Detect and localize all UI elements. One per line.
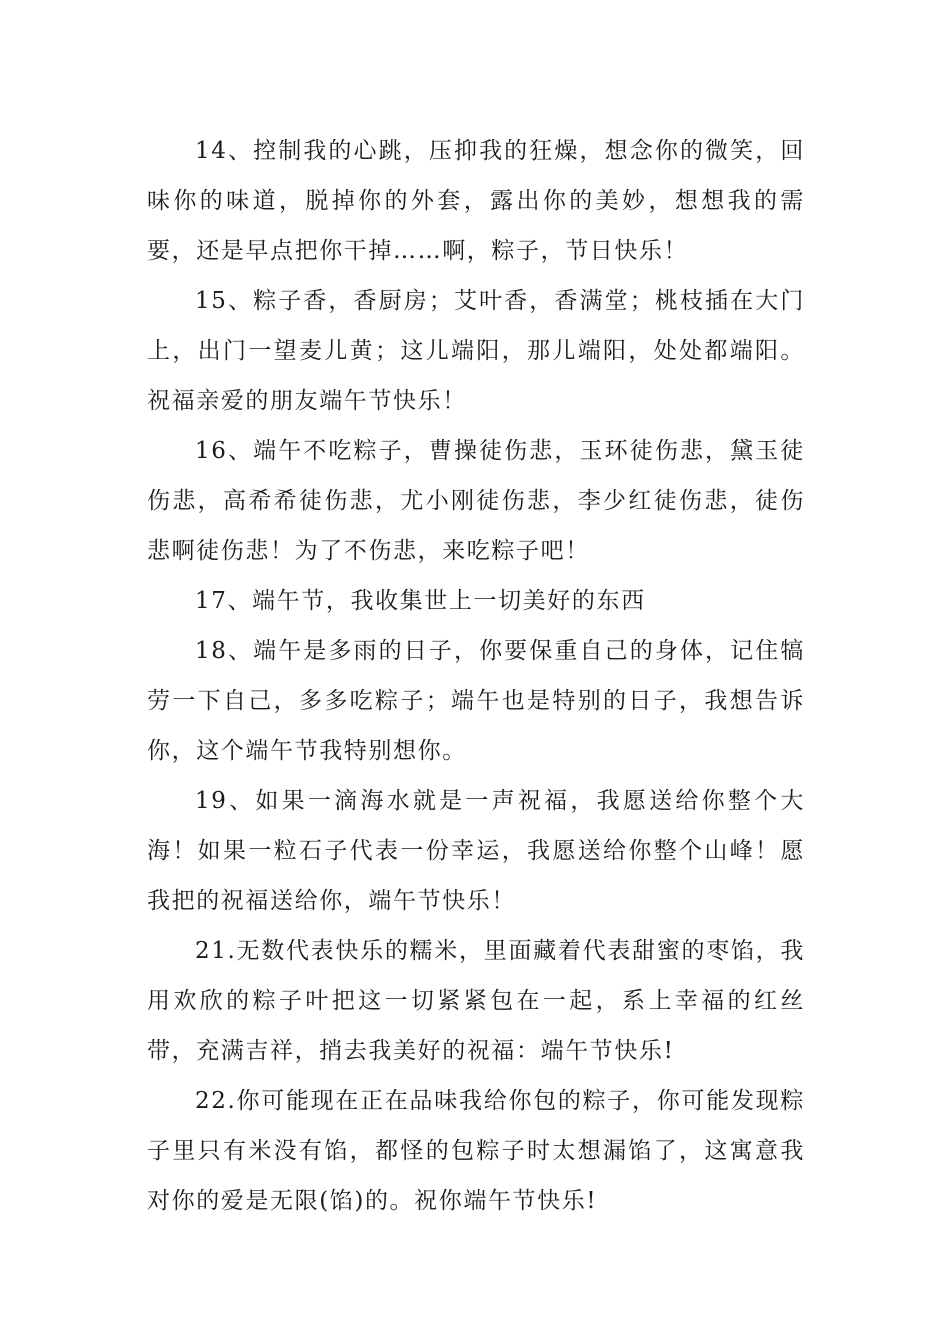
paragraph-21: 21.无数代表快乐的糯米，里面藏着代表甜蜜的枣馅，我用欢欣的粽子叶把这一切紧紧包在一起，系上幸福的红丝带，充满吉祥，捎去我美好的祝福：端午节快乐! xyxy=(147,938,805,1064)
paragraph-15: 15、粽子香，香厨房；艾叶香，香满堂；桃枝插在大门上，出门一望麦儿黄；这儿端阳，那儿端阳，处处都端阳。祝福亲爱的朋友端午节快乐！ xyxy=(147,288,805,414)
document-body xyxy=(147,126,805,1226)
paragraph-22: 22.你可能现在正在品味我给你包的粽子，你可能发现粽子里只有米没有馅，都怪的包粽子时太想漏馅了，这寓意我对你的爱是无限(馅)的。祝你端午节快乐! xyxy=(147,1088,805,1214)
paragraph-18: 18、端午是多雨的日子，你要保重自己的身体，记住犒劳一下自己，多多吃粽子；端午也是特别的日子，我想告诉你，这个端午节我特别想你。 xyxy=(147,638,805,764)
paragraph-17: 17、端午节，我收集世上一切美好的东西 xyxy=(195,588,646,614)
paragraph-16: 16、端午不吃粽子，曹操徒伤悲，玉环徒伤悲，黛玉徒伤悲，高希希徒伤悲，尤小刚徒伤悲，李少红徒伤悲，徒伤悲啊徒伤悲！为了不伤悲，来吃粽子吧！ xyxy=(147,438,805,564)
paragraph-14: 14、控制我的心跳，压抑我的狂燥，想念你的微笑，回味你的味道，脱掉你的外套，露出你的美妙，想想我的需要，还是早点把你干掉……啊，粽子，节日快乐！ xyxy=(147,138,805,264)
paragraph-19: 19、如果一滴海水就是一声祝福，我愿送给你整个大海！如果一粒石子代表一份幸运，我愿送给你整个山峰！愿我把的祝福送给你，端午节快乐！ xyxy=(147,788,805,914)
